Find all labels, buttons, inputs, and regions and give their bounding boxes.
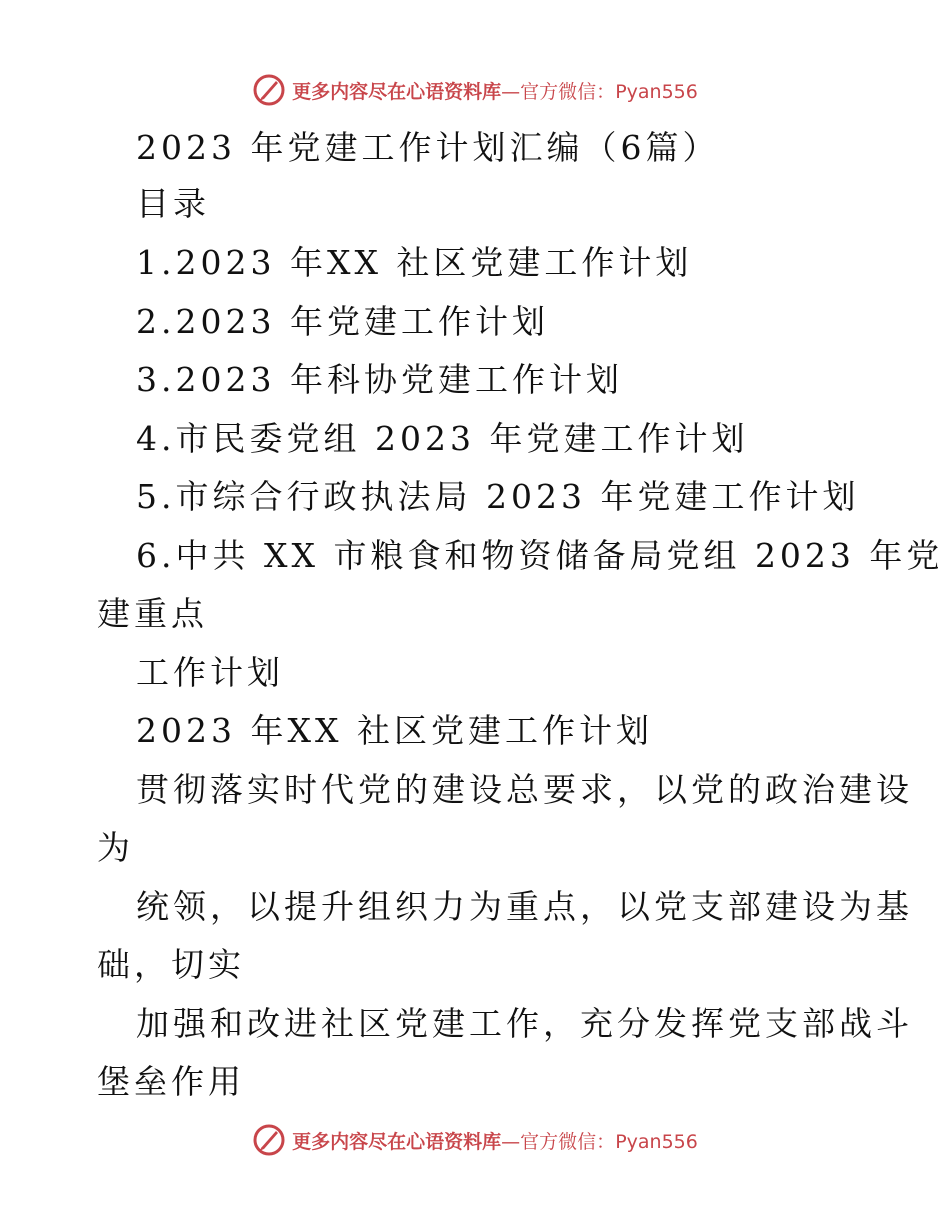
paragraph-line: 统领，以提升组织力为重点，以党支部建设为基 — [136, 887, 913, 926]
document-title: 2023 年党建工作计划汇编（6篇） — [136, 128, 720, 167]
footer-watermark-banner — [0, 1120, 950, 1160]
watermark-separator: — — [501, 80, 521, 103]
paragraph-line: 加强和改进社区党建工作，充分发挥党支部战斗 — [136, 1004, 913, 1043]
watermark-main: 更多内容尽在心语资料库 — [292, 80, 502, 103]
toc-item-4: 4.市民委党组 2023 年党建工作计划 — [136, 419, 749, 458]
toc-item-6-continued: 建重点 — [97, 594, 208, 633]
quill-logo-icon — [252, 73, 286, 107]
watermark-text — [292, 1127, 698, 1154]
watermark-wechat-label: 官方微信： — [520, 1130, 616, 1153]
toc-item-5: 5.市综合行政执法局 2023 年党建工作计划 — [136, 477, 860, 516]
toc-item-1: 1.2023 年XX 社区党建工作计划 — [136, 243, 693, 282]
watermark-wechat-label: 官方微信： — [520, 80, 616, 103]
toc-item-2: 2.2023 年党建工作计划 — [136, 302, 549, 341]
toc-item-6-tail: 工作计划 — [136, 653, 284, 692]
watermark-separator: — — [501, 1130, 521, 1153]
toc-item-6: 6.中共 XX 市粮食和物资储备局党组 2023 年党 — [136, 536, 944, 575]
watermark-text — [292, 77, 698, 104]
paragraph-line: 础，切实 — [97, 945, 245, 984]
section-heading: 2023 年XX 社区党建工作计划 — [136, 711, 653, 750]
watermark-wechat-id: Pyan556 — [615, 1130, 698, 1153]
header-watermark-banner — [0, 70, 950, 110]
watermark-wechat-id: Pyan556 — [615, 80, 698, 103]
watermark-main: 更多内容尽在心语资料库 — [292, 1130, 502, 1153]
quill-logo-icon — [252, 1123, 286, 1157]
paragraph-line: 为 — [97, 828, 134, 867]
toc-heading: 目录 — [136, 184, 210, 223]
toc-item-3: 3.2023 年科协党建工作计划 — [136, 360, 623, 399]
paragraph-line: 堡垒作用 — [97, 1062, 245, 1101]
paragraph-line: 贯彻落实时代党的建设总要求，以党的政治建设 — [136, 770, 913, 809]
